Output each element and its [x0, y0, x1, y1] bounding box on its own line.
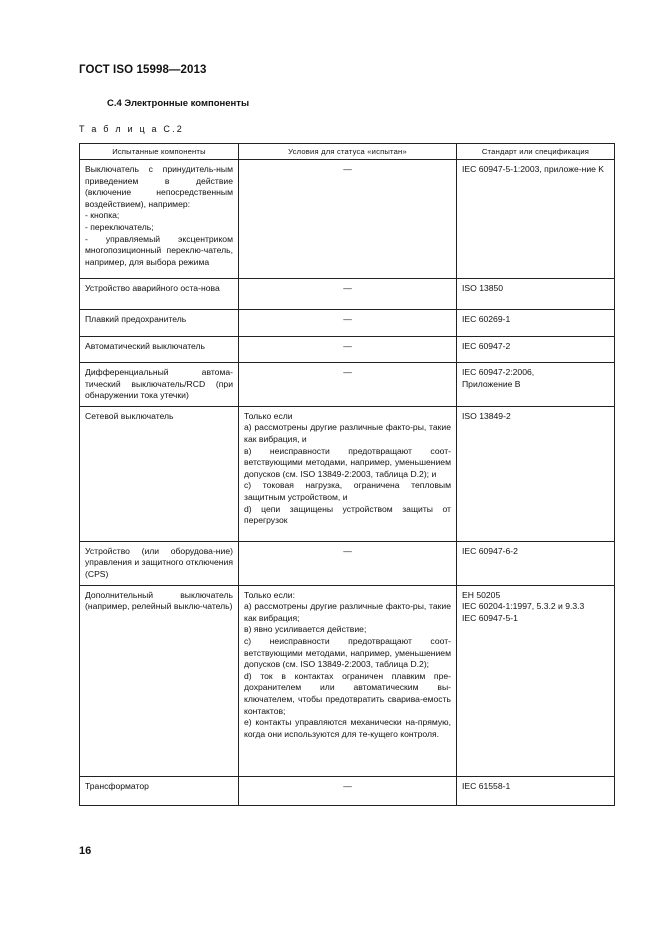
component-cell-line: Дифференциальный автома-тический выключатель/RCD (при обнаружении тока утечки) [85, 367, 233, 401]
table-row [80, 363, 615, 407]
conditions-cell-line: с) неисправности предотвращают соот-ветствующими методами, например, уменьшением допусков (см. ISO 13849-2:2003, таблица D.2); [244, 635, 451, 670]
conditions-cell-line: е) контакты управляются механически на-прямую, когда они используются для те-кущего контроля. [244, 717, 451, 739]
conditions-cell-line: — [343, 314, 352, 324]
table-row [80, 776, 615, 805]
standard-cell-line: IEC 60947-2:2006, [462, 367, 535, 377]
document-id-header: ГОСТ ISO 15998—2013 [79, 64, 207, 76]
component-cell [80, 310, 239, 337]
standard-cell [457, 363, 615, 407]
table-row [80, 160, 615, 279]
section-title: С.4 Электронные компоненты [107, 98, 250, 109]
conditions-cell-line: — [343, 164, 352, 174]
conditions-cell-line: Только если [244, 410, 293, 421]
conditions-cell-line: а) рассмотрены другие различные факто-ры, такие как вибрация; [244, 601, 451, 623]
conditions-cell-line: d) ток в контактах ограничен плавким пре-дохранителем или автоматическим вы-ключателем, чтобы предотвратить сварива-емость контактов; [244, 670, 451, 716]
component-cell-line: Устройство аварийного оста-нова [85, 283, 220, 293]
component-cell [80, 337, 239, 363]
conditions-cell-line: — [343, 367, 352, 377]
standard-cell [457, 541, 615, 585]
standard-cell [457, 337, 615, 363]
component-cell [80, 541, 239, 585]
component-cell [80, 160, 239, 279]
conditions-cell [239, 406, 457, 541]
standard-cell-line: IEC 60947-2 [462, 341, 511, 351]
conditions-cell-line: — [343, 780, 352, 791]
conditions-cell-line: d) цепи защищены устройством защиты от перегрузок [244, 503, 451, 526]
table-row [80, 541, 615, 585]
page-number: 16 [79, 845, 92, 857]
component-cell-line: Выключатель с принудитель-ным приведением в действие (включение непосредственным воздействием), например: [85, 164, 233, 209]
standard-cell-line: ЕН 50205 [462, 589, 501, 600]
conditions-cell-line: в) неисправности предотвращают соот-ветствующими методами, например, уменьшением допусков (см. ISO 13849-2:2003, таблица D.2); и [244, 445, 451, 479]
conditions-cell [239, 279, 457, 310]
component-cell [80, 776, 239, 805]
standard-cell-line: IEC 60204-1:1997, 5.3.2 и 9.3.3 [462, 601, 585, 612]
standard-cell [457, 310, 615, 337]
standard-cell-line: ISO 13849-2 [462, 410, 511, 421]
table-row [80, 279, 615, 310]
component-cell [80, 279, 239, 310]
table-caption: Т а б л и ц а С.2 [79, 124, 185, 134]
standard-cell-line: IEC 60947-6-2 [462, 545, 518, 556]
standard-cell-line: Приложение В [462, 378, 521, 389]
conditions-cell [239, 160, 457, 279]
conditions-cell-line: — [343, 341, 352, 351]
standard-cell [457, 406, 615, 541]
conditions-cell-line: Только если: [244, 589, 295, 600]
component-cell-line: Устройство (или оборудова-ние) управления и защитного отключения (CPS) [85, 545, 233, 579]
conditions-cell-line: а) рассмотрены другие различные факто-ры, такие как вибрация, и [244, 422, 451, 444]
components-table [79, 143, 615, 806]
standard-cell [457, 160, 615, 279]
table-header-row [80, 144, 615, 160]
conditions-cell [239, 776, 457, 805]
conditions-cell [239, 337, 457, 363]
standard-cell-line: IEC 60947-5-1:2003, приложе-ние K [462, 164, 605, 174]
component-cell-line: - управляемый эксцентриком многопозиционный переклю-чатель, например, для выбора режима [85, 233, 233, 267]
component-cell-line: - кнопка; [85, 210, 120, 221]
component-cell-line: Трансформатор [85, 780, 149, 791]
component-cell-line: Автоматический выключатель [85, 341, 206, 351]
conditions-cell [239, 585, 457, 776]
component-cell-line: Сетевой выключатель [85, 410, 174, 421]
component-cell [80, 363, 239, 407]
conditions-cell-line: — [343, 545, 352, 556]
conditions-cell-line: — [343, 283, 352, 293]
table-row [80, 585, 615, 776]
component-cell [80, 585, 239, 776]
standard-cell [457, 585, 615, 776]
component-cell [80, 406, 239, 541]
conditions-cell [239, 541, 457, 585]
conditions-cell [239, 363, 457, 407]
component-cell-line: Плавкий предохранитель [85, 314, 187, 324]
table-row [80, 310, 615, 337]
conditions-cell [239, 310, 457, 337]
standard-cell [457, 279, 615, 310]
standard-cell [457, 776, 615, 805]
components-table-container [79, 143, 615, 806]
standard-cell-line: IEC 61558-1 [462, 780, 511, 791]
standard-cell-line: ISO 13850 [462, 283, 504, 293]
conditions-cell-line: в) явно усиливается действие; [244, 624, 367, 635]
header-tested-components: Испытанные компоненты [80, 144, 239, 160]
header-conditions: Условия для статуса «испытан» [239, 144, 457, 160]
header-standard: Стандарт или спецификация [457, 144, 615, 160]
table-row [80, 406, 615, 541]
component-cell-line: - переключатель; [85, 221, 154, 232]
component-cell-line: Дополнительный выключатель (например, релейный выклю-чатель) [85, 589, 233, 612]
conditions-cell-line: с) токовая нагрузка, ограничена тепловым защитным устройством, и [244, 480, 451, 502]
standard-cell-line: IEC 60269-1 [462, 314, 511, 324]
standard-cell-line: IEC 60947-5-1 [462, 612, 518, 623]
table-body [80, 160, 615, 806]
table-row [80, 337, 615, 363]
